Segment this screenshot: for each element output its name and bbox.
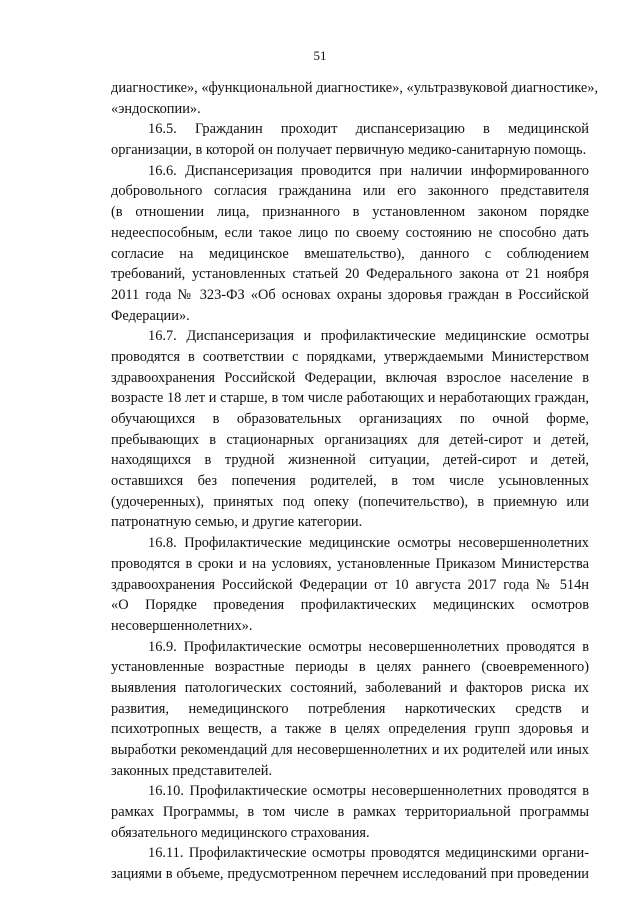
text-line: здравоохранения Российской Федерации от 10 августа 2017 года № 514н [111, 576, 589, 593]
text-line: развития, немедицинского потребления наркотических средств и [111, 700, 589, 717]
text-line: несовершеннолетних». [111, 617, 253, 634]
text-line: выработки рекомендаций для несовершеннолетних и их родителей или иных [111, 742, 589, 758]
text-line: согласие на медицинское вмешательство), данного с соблюдением [111, 245, 589, 262]
text-line: добровольного согласия гражданина или его законного представителя [111, 183, 589, 200]
text-line: пребывающих в стационарных организациях для детей-сирот и детей, [111, 431, 589, 448]
text-line: рамках Программы, в том числе в рамках территориальной программы [111, 804, 589, 821]
text-line: законных представителей. [111, 762, 273, 779]
text-line: Федерации». [111, 307, 190, 324]
text-line: установленные возрастные периоды в целях раннего (своевременного) [111, 659, 589, 676]
paragraph-first-line: 16.7. Диспансеризация и профилактические медицинские осмотры [148, 328, 589, 345]
text-line: психотропных веществ, а также в целях определения групп здоровья и [111, 721, 589, 738]
text-line: зациями в объеме, предусмотренном перечнем исследований при проведении [111, 866, 589, 883]
text-line: «О Порядке проведения профилактических медицинских осмотров [111, 597, 589, 614]
document-body [111, 78, 599, 885]
page-number: 51 [313, 48, 327, 63]
text-line: находящихся в трудной жизненной ситуации, детей-сирот и детей, [111, 452, 589, 469]
paragraph-first-line: 16.9. Профилактические осмотры несовершеннолетних проводятся в [148, 638, 589, 655]
paragraph-first-line: 16.6. Диспансеризация проводится при наличии информированного [148, 162, 589, 179]
paragraph-first-line: 16.5. Гражданин проходит диспансеризацию в медицинской [148, 121, 589, 138]
text-line: требований, установленных статьей 20 Федерального закона от 21 ноября [111, 266, 589, 283]
text-line: здравоохранения Российской Федерации, включая взрослое население в [111, 369, 589, 386]
text-line: выявления патологических состояний, заболеваний и факторов риска их [111, 679, 589, 696]
text-line: 2011 года № 323-ФЗ «Об основах охраны здоровья граждан в Российской [111, 286, 589, 303]
text-line: (удочеренных), принятых под опеку (попечительство), в приемную или [111, 493, 589, 510]
paragraph-first-line: 16.11. Профилактические осмотры проводятся медицинскими органи- [148, 845, 589, 862]
text-line: диагностике», «функциональной диагностике», «ультразвуковой диагностике», [111, 80, 599, 96]
paragraph-first-line: 16.10. Профилактические осмотры несовершеннолетних проводятся в [148, 783, 589, 800]
text-line: оставшихся без попечения родителей, в том числе усыновленных [111, 473, 589, 490]
paragraph-first-line: 16.8. Профилактические медицинские осмотры несовершеннолетних [148, 535, 589, 552]
text-line: (в отношении лица, признанного в установленном законом порядке [111, 204, 589, 221]
text-line: обучающихся в образовательных организациях по очной форме, [111, 411, 589, 427]
text-line: обязательного медицинского страхования. [111, 824, 370, 841]
text-line: организации, в которой он получает первичную медико-санитарную помощь. [111, 142, 587, 159]
text-line: возрасте 18 лет и старше, в том числе работающих и неработающих граждан, [111, 390, 589, 407]
text-line: «эндоскопии». [111, 100, 201, 117]
text-line: недееспособным, если такое лицо по своему состоянию не способно дать [111, 224, 589, 241]
text-line: проводятся в сроки и на условиях, установленные Приказом Министерства [111, 555, 589, 572]
text-line: проводятся в соответствии с порядками, утверждаемыми Министерством [111, 348, 589, 365]
text-line: патронатную семью, и другие категории. [111, 514, 363, 531]
